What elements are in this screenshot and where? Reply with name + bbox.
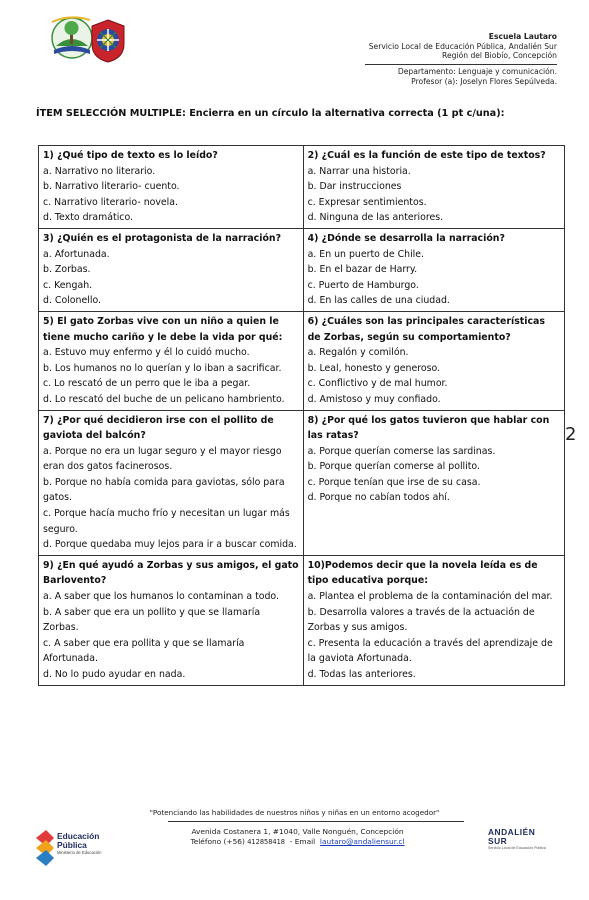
- edu-logo-line3: Ministerio de Educación: [57, 850, 102, 855]
- andalien-line3: Servicio Local de Educación Pública: [488, 846, 546, 850]
- answer-option[interactable]: a. Porque querían comerse las sardinas.: [307, 445, 496, 457]
- question-text: 2) ¿Cuál es la función de este tipo de textos?: [307, 150, 546, 161]
- question-text: 1) ¿Qué tipo de texto es lo leído?: [43, 150, 218, 161]
- instruction-heading: ÍTEM SELECCIÓN MULTIPLE: Encierra en un círculo la alternativa correcta (1 pt c/una):: [36, 108, 505, 119]
- answer-option[interactable]: b. Porque querían comerse al pollito.: [307, 461, 480, 473]
- answer-option[interactable]: c. Presenta la educación a través del aprendizaje de la gaviota Afortunada.: [307, 637, 553, 665]
- question-cell-8: [303, 410, 564, 555]
- answer-option[interactable]: a. Estuvo muy enfermo y él lo cuidó mucho.: [43, 347, 250, 359]
- question-text: 7) ¿Por qué decidieron irse con el pollito de gaviota del balcón?: [43, 414, 274, 442]
- answer-option[interactable]: c. Expresar sentimientos.: [307, 196, 427, 208]
- answer-option[interactable]: a. En un puerto de Chile.: [307, 248, 425, 260]
- region-name: Región del Biobío, Concepción: [442, 51, 557, 61]
- answer-option[interactable]: d. Lo rescató del buche de un pelicano hambriento.: [43, 393, 285, 405]
- answer-option[interactable]: c. Kengah.: [43, 279, 93, 291]
- question-row: [39, 146, 565, 229]
- footer-address: [175, 827, 420, 848]
- answer-option[interactable]: a. Narrativo no literario.: [43, 165, 156, 177]
- quiz-table: [38, 145, 565, 686]
- edu-logo-line2: Pública: [57, 840, 87, 850]
- question-row: [39, 410, 565, 555]
- answer-option[interactable]: b. En el bazar de Harry.: [307, 264, 418, 276]
- question-text: 8) ¿Por qué los gatos tuvieron que hablar con las ratas?: [307, 414, 550, 442]
- address-line: Avenida Costanera 1, #1040, Valle Nonguén, Concepción: [191, 827, 404, 836]
- answer-option[interactable]: d. Colonello.: [43, 295, 102, 307]
- page-number: 2: [565, 424, 577, 445]
- question-cell-10: [303, 555, 564, 685]
- answer-option[interactable]: c. Lo rescató de un perro que le iba a pegar.: [43, 378, 251, 390]
- answer-option[interactable]: b. Porque no había comida para gaviotas, sólo para gatos.: [43, 476, 285, 504]
- answer-option[interactable]: c. Conflictivo y de mal humor.: [307, 378, 448, 390]
- answer-option[interactable]: b. Zorbas.: [43, 264, 91, 276]
- school-name: Escuela Lautaro: [488, 32, 557, 41]
- question-cell-7: [39, 410, 304, 555]
- answer-option[interactable]: d. Todas las anteriores.: [307, 669, 416, 680]
- answer-option[interactable]: b. Los humanos no lo querían y lo iban a sacrificar.: [43, 362, 282, 374]
- answer-option[interactable]: d. Ninguna de las anteriores.: [307, 212, 444, 224]
- footer-quote: "Potenciando las habilidades de nuestros niños y niñas en un entorno acogedor": [149, 808, 440, 817]
- email-link[interactable]: lautaro@andaliensur.cl: [319, 836, 405, 846]
- answer-option[interactable]: d. No lo pudo ayudar en nada.: [43, 669, 186, 680]
- answer-option[interactable]: d. En las calles de una ciudad.: [307, 295, 450, 307]
- answer-option[interactable]: b. A saber que era un pollito y que se llamaría Zorbas.: [43, 606, 261, 634]
- answer-option[interactable]: c. A saber que era pollita y que se llamaría Afortunada.: [43, 637, 245, 665]
- answer-option[interactable]: c. Porque tenían que irse de su casa.: [307, 476, 481, 488]
- answer-option[interactable]: a. Plantea el problema de la contaminación del mar.: [307, 591, 553, 603]
- educacion-publica-text: [57, 832, 101, 856]
- question-cell-6: [303, 311, 564, 410]
- phone-label: Teléfono (+56): [190, 836, 248, 846]
- question-row: [39, 311, 565, 410]
- question-cell-1: [39, 146, 304, 229]
- edu-logo-line1: Educación: [57, 831, 100, 841]
- answer-option[interactable]: c. Narrativo literario- novela.: [43, 196, 179, 208]
- question-cell-9: [39, 555, 304, 685]
- question-cell-2: [303, 146, 564, 229]
- answer-option[interactable]: a. Porque no era un lugar seguro y el mayor riesgo eran dos gatos facinerosos.: [43, 445, 282, 473]
- answer-option[interactable]: a. Narrar una historia.: [307, 165, 411, 177]
- school-header: [369, 32, 557, 61]
- question-cell-4: [303, 228, 564, 311]
- service-name: Servicio Local de Educación Pública, Andalién Sur: [368, 41, 557, 51]
- email-label: - Email: [285, 836, 320, 846]
- department-info: [398, 67, 557, 86]
- phone-number: 412858418: [247, 837, 285, 846]
- answer-option[interactable]: a. A saber que los humanos lo contaminan a todo.: [43, 591, 279, 603]
- contact-line: [175, 837, 420, 848]
- answer-option[interactable]: b. Desarrolla valores a través de la actuación de Zorbas y sus amigos.: [307, 606, 535, 634]
- question-cell-5: [39, 311, 304, 410]
- answer-option[interactable]: b. Narrativo literario- cuento.: [43, 181, 180, 193]
- andalien-line2: SUR: [488, 836, 508, 846]
- andalien-line1: ANDALIÉN: [488, 827, 536, 837]
- question-row: [39, 228, 565, 311]
- question-text: 5) El gato Zorbas vive con un niño a quien le tiene mucho cariño y le debe la vida por qué:: [43, 315, 283, 343]
- question-cell-3: [39, 228, 304, 311]
- answer-option[interactable]: b. Dar instrucciones: [307, 181, 402, 193]
- answer-option[interactable]: c. Porque hacía mucho frío y necesitan un lugar más seguro.: [43, 508, 290, 535]
- question-text: 3) ¿Quién es el protagonista de la narración?: [43, 232, 282, 244]
- answer-option[interactable]: b. Leal, honesto y generoso.: [307, 362, 441, 374]
- question-row: [39, 555, 565, 685]
- andalien-sur-logo: [488, 828, 546, 851]
- question-text: 9) ¿En qué ayudó a Zorbas y sus amigos, el gato Barlovento?: [43, 559, 299, 587]
- answer-option[interactable]: d. Porque quedaba muy lejos para ir a buscar comida.: [43, 539, 297, 551]
- mapuche-emblem: [88, 18, 128, 64]
- question-text: 4) ¿Dónde se desarrolla la narración?: [307, 232, 505, 244]
- question-text: 6) ¿Cuáles son las principales características de Zorbas, según su comportamiento?: [307, 315, 545, 343]
- answer-option[interactable]: a. Afortunada.: [43, 248, 110, 260]
- department-name: Departamento: Lenguaje y comunicación.: [397, 67, 557, 76]
- footer-divider: [168, 821, 464, 822]
- answer-option[interactable]: d. Porque no cabían todos ahí.: [307, 492, 450, 504]
- answer-option[interactable]: c. Puerto de Hamburgo.: [307, 279, 419, 291]
- teacher-name: Profesor (a): Joselyn Flores Sepúlveda.: [411, 76, 557, 86]
- header-divider: [365, 64, 557, 65]
- answer-option[interactable]: d. Amistoso y muy confiado.: [307, 393, 441, 405]
- answer-option[interactable]: d. Texto dramático.: [43, 212, 133, 224]
- answer-option[interactable]: a. Regalón y comilón.: [307, 347, 409, 359]
- question-text: 10)Podemos decir que la novela leída es de tipo educativa porque:: [307, 559, 538, 587]
